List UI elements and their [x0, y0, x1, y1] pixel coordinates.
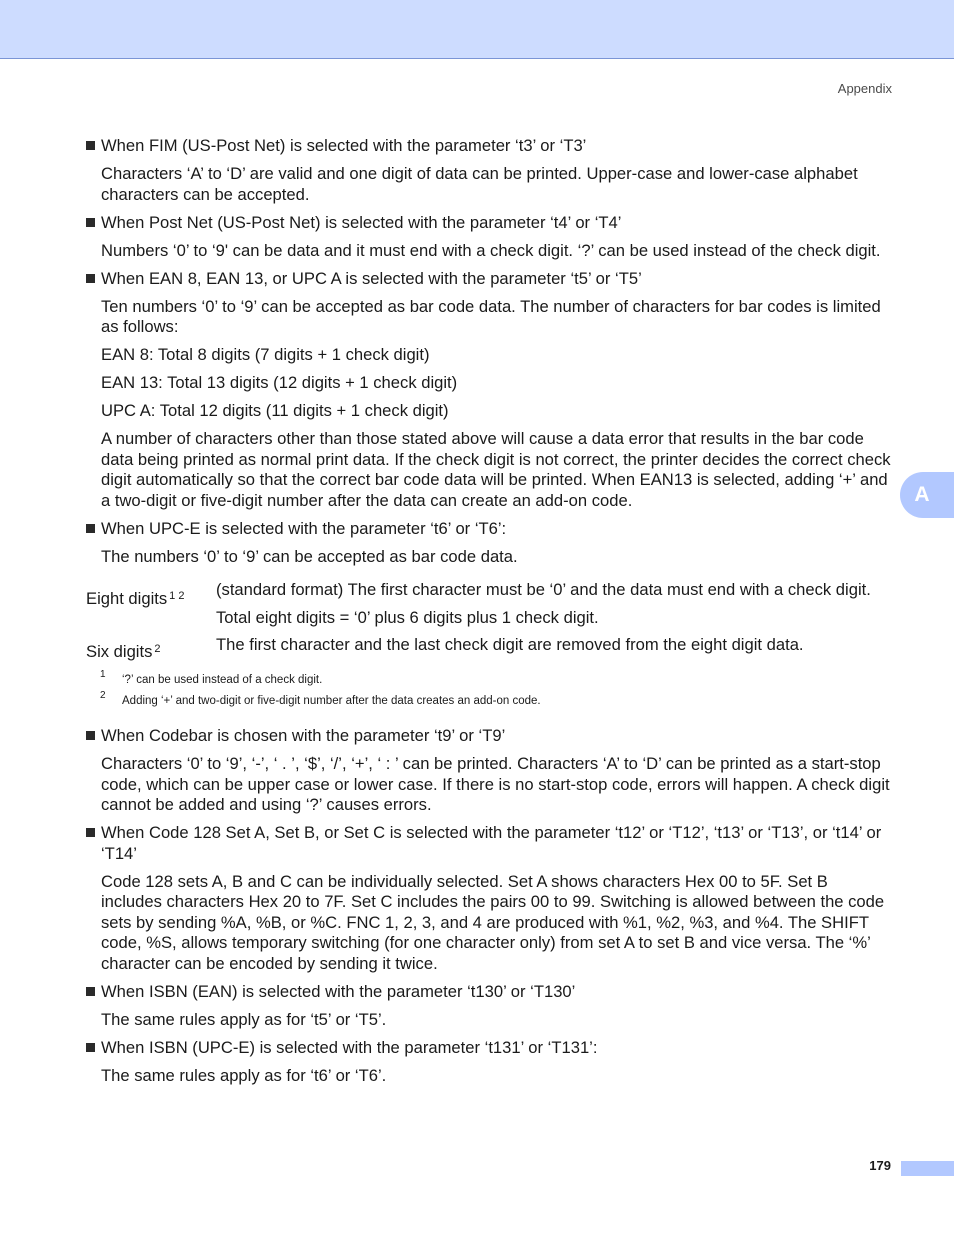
paragraph: Ten numbers ‘0’ to ‘9’ can be accepted as bar code data. The number of characters for bar codes is limited as follows: — [101, 296, 881, 336]
paragraph: The same rules apply as for ‘t5’ or ‘T5’. — [101, 1009, 387, 1029]
paragraph: Numbers ‘0’ to ‘9' can be data and it must end with a check digit. ‘?’ can be used instead of the check digit. — [101, 240, 881, 260]
page-number-bar — [901, 1161, 954, 1176]
table-term — [86, 635, 216, 663]
bullet-text: When Codebar is chosen with the parameter ‘t9’ or ‘T9’ — [101, 726, 506, 745]
paragraph: The same rules apply as for ‘t6’ or ‘T6’. — [101, 1065, 387, 1085]
footnote-number: 2 — [100, 690, 106, 701]
upce-definition-table — [86, 580, 892, 663]
bullet-square-icon — [86, 828, 95, 837]
footnote-text: ‘?’ can be used instead of a check digit. — [122, 674, 323, 686]
bullet-square-icon — [86, 218, 95, 227]
header-band — [0, 0, 954, 59]
bullet-item — [86, 823, 892, 864]
footnote-text: Adding ‘+’ and two-digit or five-digit number after the data creates an add-on code. — [122, 695, 541, 707]
footnote — [100, 690, 892, 708]
bullet-square-icon — [86, 141, 95, 150]
bullet-square-icon — [86, 274, 95, 283]
paragraph: Code 128 sets A, B and C can be individually selected. Set A shows characters Hex 00 to 5F. Set B includes characters Hex 20 to 7F. Set C includes the pairs 00 to 99. Switching is allowed between the code sets by sending %A, %B, or %C. FNC 1, 2, 3, and 4 are produced with %1, %2, %3, and %4. The SHIFT code, %S, allows temporary switching (for one character only) from set A to set B and vice versa. The ‘%’ character can be encoded by sending it twice. — [101, 871, 885, 973]
paragraph: A number of characters other than those stated above will cause a data error that results in the bar code data being printed as normal print data. If the check digit is not correct, the printer decides the correct check digit automatically so that the correct bar code data will be printed. When EAN13 is selected, adding ‘+’ and a two-digit or five-digit number after the data can create an add-on code. — [101, 429, 891, 510]
footnotes — [100, 669, 892, 708]
bullet-text: When EAN 8, EAN 13, or UPC A is selected with the parameter ‘t5’ or ‘T5’ — [101, 268, 642, 288]
paragraph: EAN 8: Total 8 digits (7 digits + 1 check digit) — [101, 345, 430, 364]
paragraph: Characters ‘0’ to ‘9’, ‘-’, ‘ . ’, ‘$’, ‘/’, ‘+’, ‘ : ’ can be printed. Characters ‘A’ to ‘D’ can be printed as a start-stop code, which can be upper case or lower case. If there is no start-stop code, errors will happen. A check digit cannot be added and using ‘?’ causes errors. — [101, 754, 890, 814]
footnote-ref: 2 — [154, 643, 161, 655]
bullet-square-icon — [86, 987, 95, 996]
running-head: Appendix — [837, 81, 892, 96]
bullet-item — [86, 136, 892, 157]
bullet-square-icon — [86, 1043, 95, 1052]
table-term — [86, 580, 216, 636]
definition-text: Total eight digits = ‘0’ plus 6 digits plus 1 check digit. — [216, 608, 599, 627]
bullet-text: When ISBN (UPC-E) is selected with the parameter ‘t131’ or ‘T131’: — [101, 1037, 598, 1057]
paragraph: UPC A: Total 12 digits (11 digits + 1 check digit) — [101, 401, 449, 420]
bullet-item — [86, 1038, 892, 1059]
bullet-item — [86, 982, 892, 1003]
table-row — [86, 635, 892, 663]
footnote-number: 1 — [100, 669, 106, 680]
term-text: Six digits — [86, 642, 153, 661]
page-number: 179 — [869, 1158, 891, 1173]
bullet-item — [86, 213, 892, 234]
section-group-2 — [86, 726, 892, 1086]
bullet-text: When ISBN (EAN) is selected with the parameter ‘t130’ or ‘T130’ — [101, 981, 576, 1001]
paragraph: Characters ‘A’ to ‘D’ are valid and one digit of data can be printed. Upper-case and lower-case alphabet characters can be accepted. — [101, 164, 858, 204]
footnote-ref: 1 2 — [169, 590, 185, 602]
appendix-side-tab: A — [900, 472, 954, 518]
bullet-item — [86, 269, 892, 290]
section-group-1 — [86, 136, 892, 567]
bullet-text: When UPC-E is selected with the parameter ‘t6’ or ‘T6’: — [101, 518, 507, 538]
table-row — [86, 580, 892, 636]
page-content — [86, 136, 892, 1094]
bullet-item — [86, 519, 892, 540]
footnote — [100, 669, 892, 687]
bullet-square-icon — [86, 731, 95, 740]
bullet-item — [86, 726, 892, 747]
table-definition — [216, 580, 892, 636]
definition-text: The first character and the last check digit are removed from the eight digit data. — [216, 635, 804, 654]
bullet-text: When Post Net (US-Post Net) is selected with the parameter ‘t4’ or ‘T4’ — [101, 212, 622, 232]
paragraph: EAN 13: Total 13 digits (12 digits + 1 check digit) — [101, 373, 458, 392]
bullet-text: When Code 128 Set A, Set B, or Set C is selected with the parameter ‘t12’ or ‘T12’, ‘t13’ or ‘T13’, or ‘t14’ or ‘T14’ — [101, 823, 882, 863]
term-text: Eight digits — [86, 589, 168, 608]
definition-text: (standard format) The first character must be ‘0’ and the data must end with a check digit. — [216, 580, 871, 599]
table-definition — [216, 635, 892, 663]
paragraph: The numbers ‘0’ to ‘9’ can be accepted as bar code data. — [101, 546, 518, 566]
bullet-text: When FIM (US-Post Net) is selected with the parameter ‘t3’ or ‘T3’ — [101, 136, 587, 155]
bullet-square-icon — [86, 524, 95, 533]
